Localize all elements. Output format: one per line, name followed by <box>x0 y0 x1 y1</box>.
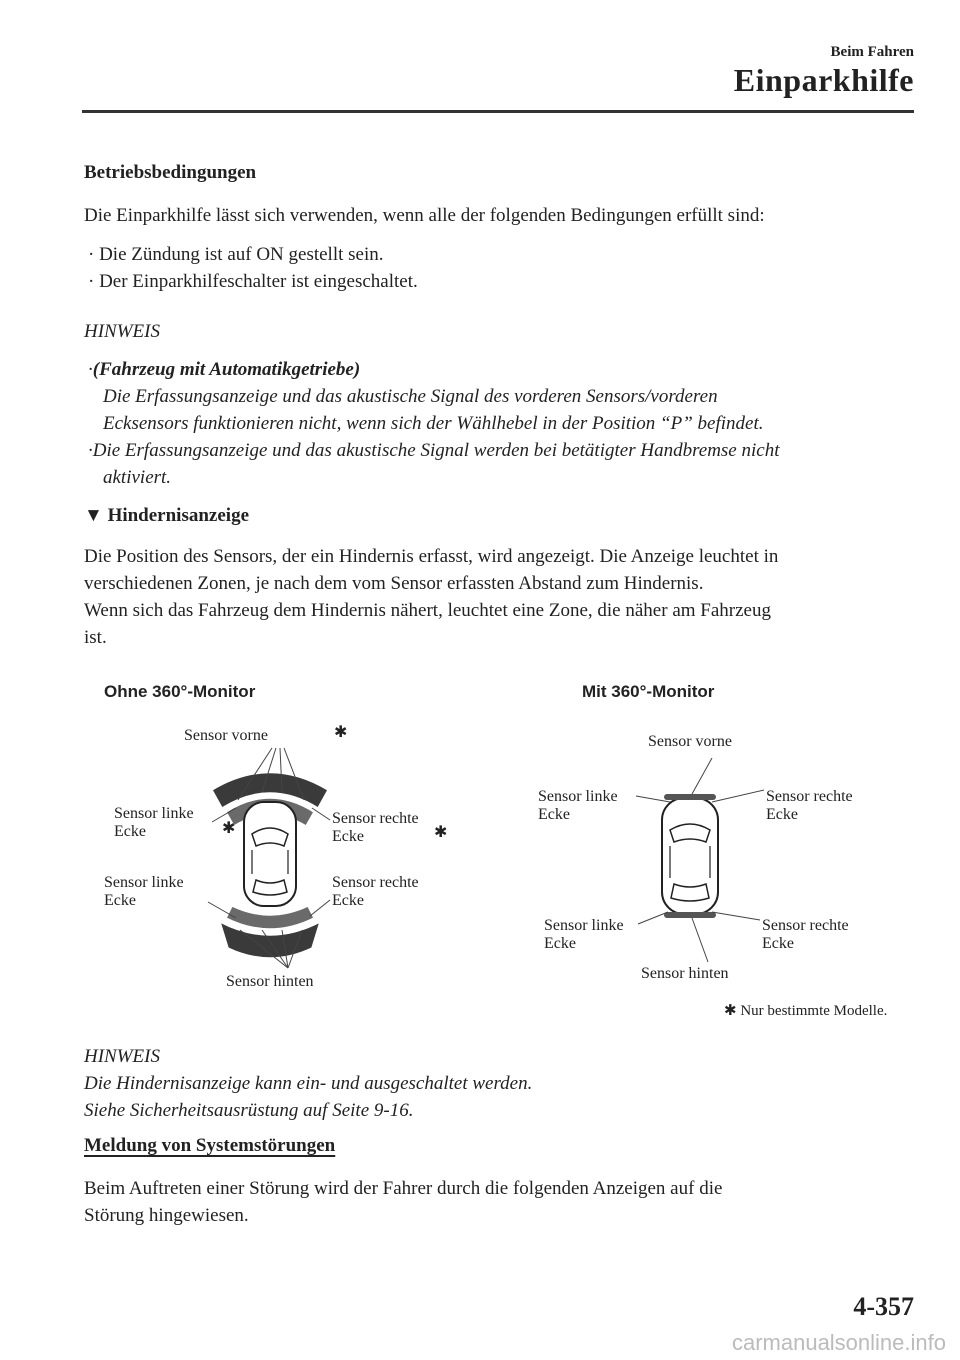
note-text: Die Erfassungsanzeige und das akustische Signal werden bei betätigter Handbremse nicht <box>92 440 780 461</box>
label-line: Sensor rechte <box>332 810 419 827</box>
malfunction-text: Beim Auftreten einer Störung wird der Fahrer durch die folgenden Anzeigen auf die <box>84 1178 723 1199</box>
label-line: Sensor linke <box>538 788 618 805</box>
list-item <box>88 241 384 268</box>
label-line: Sensor linke <box>544 917 624 934</box>
header-divider <box>82 110 914 113</box>
label-line: Ecke <box>104 892 136 909</box>
label-front-sensor: Sensor vorne <box>184 727 268 744</box>
obstacle-heading <box>84 505 249 527</box>
label-line: Sensor rechte <box>766 788 853 805</box>
note-heading: HINWEIS <box>84 1046 160 1067</box>
bullet-dot: · <box>88 271 95 292</box>
obstacle-text: Wenn sich das Fahrzeug dem Hindernis nähert, leuchtet eine Zone, die näher am Fahrzeug <box>84 600 771 621</box>
label-line: Ecke <box>332 828 364 845</box>
watermark: carmanualsonline.info <box>731 1330 946 1355</box>
figure-title-with-monitor: Mit 360°-Monitor <box>582 682 715 701</box>
footnote-text: Nur bestimmte Modelle. <box>740 1003 888 1019</box>
asterisk-icon: ✱ <box>334 724 348 741</box>
operating-conditions-heading: Betriebsbedingungen <box>84 162 257 183</box>
label-left-corner-right <box>538 788 618 824</box>
note-text-link[interactable]: Siehe Sicherheitsausrüstung auf Seite 9-16. <box>84 1100 414 1121</box>
label-line: Sensor rechte <box>762 917 849 934</box>
label-line: Ecke <box>332 892 364 909</box>
rear-zone-inner <box>226 906 314 929</box>
label-right-corner-right <box>766 788 853 824</box>
obstacle-text: verschiedenen Zonen, je nach dem vom Sensor erfassten Abstand zum Hindernis. <box>84 573 704 594</box>
list-item-text: Der Einparkhilfeschalter ist eingeschaltet. <box>99 271 418 292</box>
label-rear-sensor: Sensor hinten <box>226 973 314 990</box>
operating-conditions-intro: Die Einparkhilfe lässt sich verwenden, wenn alle der folgenden Bedingungen erfüllt sind: <box>84 205 765 226</box>
bullet-dot: · <box>88 440 93 461</box>
note-text: Ecksensors funktionieren nicht, wenn sich der Wählhebel in der Position “P” befindet. <box>103 413 764 434</box>
label-line: Sensor linke <box>114 805 194 822</box>
label-line: Ecke <box>766 806 798 823</box>
label-left-corner <box>114 805 194 841</box>
note-text: Die Erfassungsanzeige und das akustische Signal des vorderen Sensors/vorderen <box>103 386 718 407</box>
asterisk-icon: ✱ <box>434 824 448 841</box>
note-item <box>88 356 360 383</box>
asterisk-icon: ✱ <box>222 820 236 837</box>
obstacle-text: ist. <box>84 627 107 648</box>
label-front-sensor-right: Sensor vorne <box>648 733 732 750</box>
label-line: Ecke <box>538 806 570 823</box>
page-title: Einparkhilfe <box>733 62 914 98</box>
label-left-rear-corner <box>104 874 184 910</box>
figure-title-without-monitor: Ohne 360°-Monitor <box>104 682 256 701</box>
asterisk-icon: ✱ <box>724 1003 737 1019</box>
note-item <box>88 437 779 464</box>
page-number: 4-357 <box>853 1292 914 1321</box>
bullet-dot: · <box>88 359 93 380</box>
note-item-title: (Fahrzeug mit Automatikgetriebe) <box>92 359 361 380</box>
figure-footnote <box>724 1001 887 1020</box>
parking-sensor-diagram-left <box>100 710 460 1000</box>
malfunction-heading: Meldung von Systemstörungen <box>84 1135 336 1156</box>
note-text: aktiviert. <box>103 467 172 488</box>
label-line: Ecke <box>762 935 794 952</box>
section-label: Beim Fahren <box>830 44 914 60</box>
label-rear-sensor-right: Sensor hinten <box>641 965 729 982</box>
label-line: Sensor linke <box>104 874 184 891</box>
label-right-rear-corner <box>332 874 419 910</box>
note-text: Die Hindernisanzeige kann ein- und ausgeschaltet werden. <box>84 1073 533 1094</box>
label-line: Ecke <box>114 823 146 840</box>
malfunction-text: Störung hingewiesen. <box>84 1205 249 1226</box>
label-right-rear-corner-right <box>762 917 849 953</box>
obstacle-text: Die Position des Sensors, der ein Hindernis erfasst, wird angezeigt. Die Anzeige leuchtet in <box>84 546 779 567</box>
triangle-marker-icon: ▼ <box>84 505 103 526</box>
obstacle-heading-text: Hindernisanzeige <box>107 505 250 526</box>
list-item <box>88 268 418 295</box>
bullet-dot: · <box>88 244 95 265</box>
label-line: Sensor rechte <box>332 874 419 891</box>
list-item-text: Die Zündung ist auf ON gestellt sein. <box>99 244 384 265</box>
label-right-corner <box>332 810 419 846</box>
note-heading: HINWEIS <box>84 321 160 342</box>
label-line: Ecke <box>544 935 576 952</box>
label-left-rear-corner-right <box>544 917 624 953</box>
